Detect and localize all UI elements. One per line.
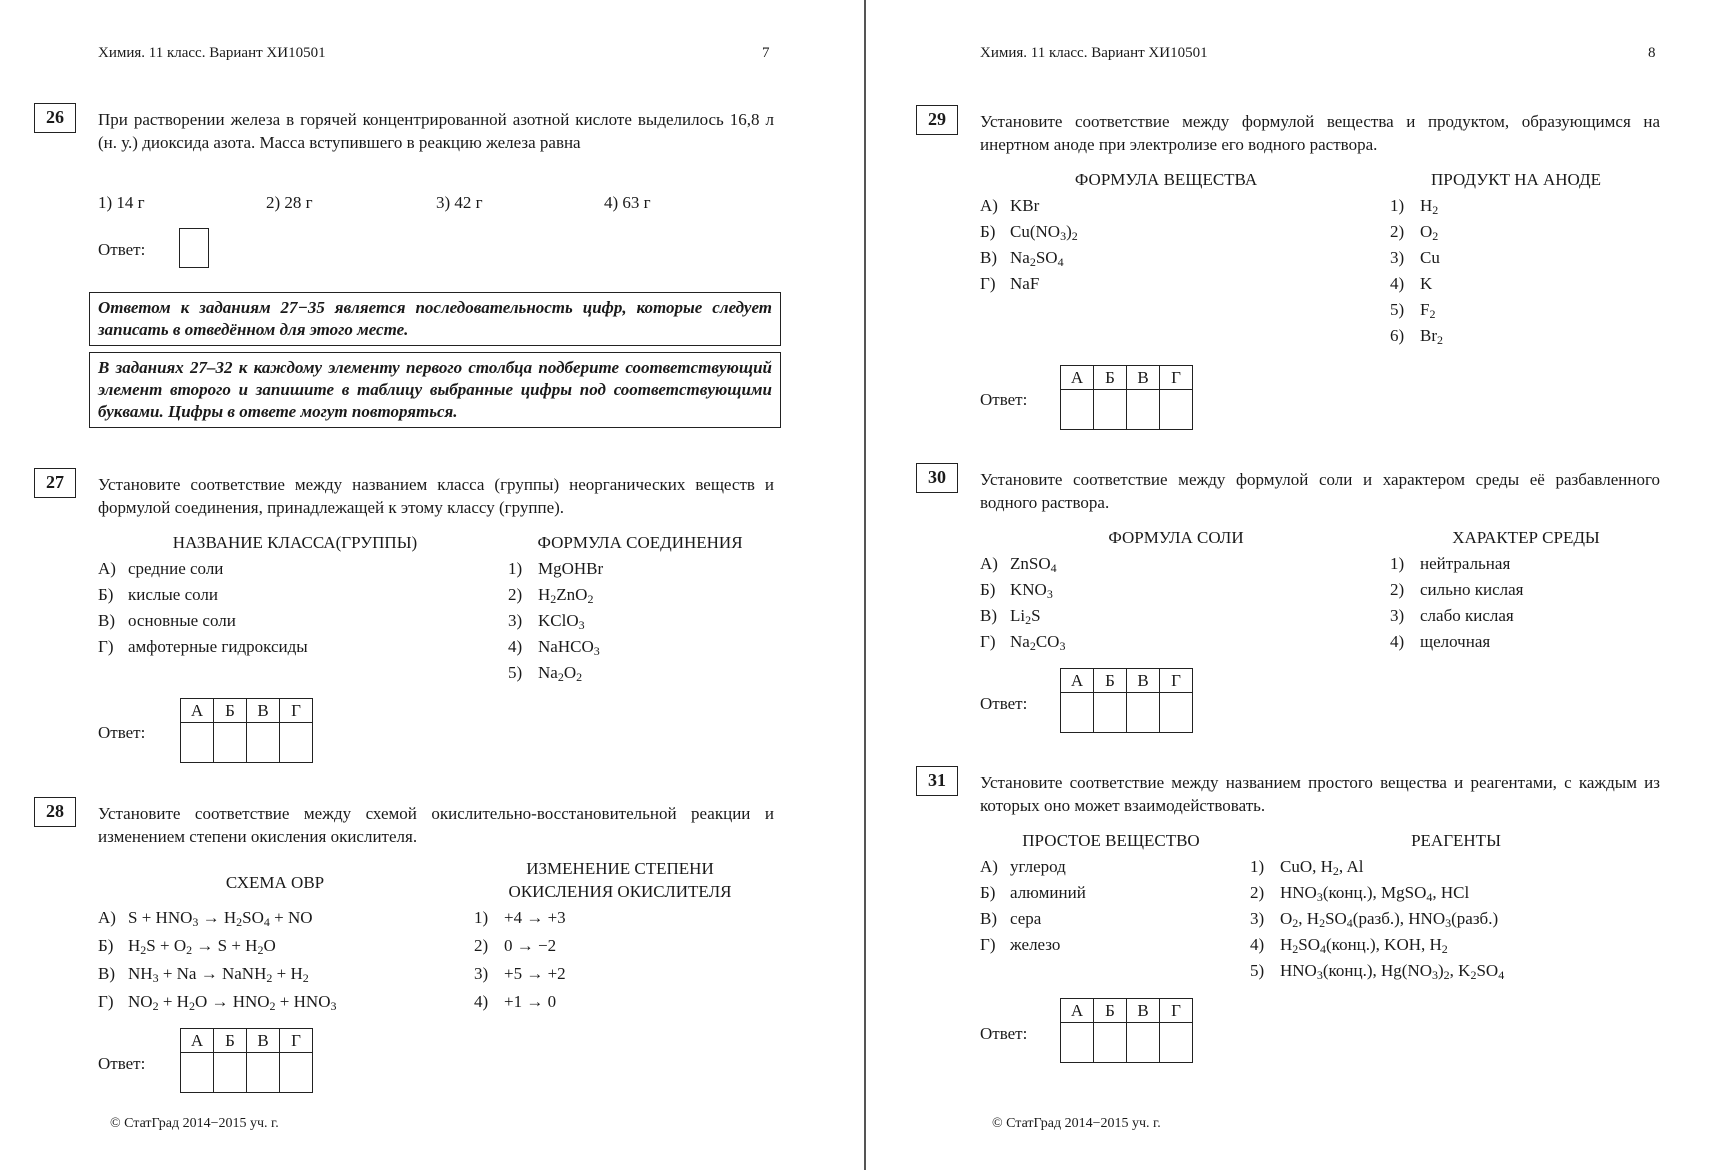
task-28-answer-grid[interactable]: А Б В Г <box>180 1028 313 1093</box>
task-27-answer-grid[interactable]: А Б В Г <box>180 698 313 763</box>
task-26-option-3: 3) 42 г <box>436 193 483 212</box>
task-30-left-item: В) $Li_2S$ <box>980 606 1041 627</box>
task-30-left-item: А) ZnSO$_4$ <box>980 554 1057 575</box>
task-26-answer-box[interactable] <box>179 228 209 268</box>
task-27-left-item: В) основные соли <box>98 611 236 630</box>
task-27-left-item: Г) амфотерные гидроксиды <box>98 637 308 656</box>
task-27-answer-label: Ответ: <box>98 723 146 742</box>
task-29-left-item: А) KBr <box>980 196 1040 215</box>
page-number: 7 <box>762 45 770 61</box>
task-27-left-item: А) средние соли <box>98 559 224 578</box>
page-footer: © СтатГрад 2014−2015 уч. г. <box>110 1116 279 1131</box>
task-31-left-item: В) сера <box>980 909 1042 928</box>
task-29-right-item: 1) $H_2$ <box>1390 196 1439 217</box>
task-26-option-2: 2) 28 г <box>266 193 313 212</box>
task-31-text: Установите соответствие между названием простого вещества и реагентами, с каждым из которых оно может взаимодействовать. <box>980 773 1660 815</box>
task-27-left-item: Б) кислые соли <box>98 585 219 604</box>
page-number: 8 <box>1648 45 1656 61</box>
task-30-left-item: Г) $Na_2CO_3$ <box>980 632 1066 653</box>
task-30-answer-grid[interactable]: А Б В Г <box>1060 668 1193 733</box>
task-31-right-item: 3) $O_2$, $H_2SO_4(разб.)$, $HNO_3(разб.)$ <box>1250 909 1499 930</box>
task-31-right-item: 5) $HNO_3(конц.)$, $Hg(NO_3)_2$, $K_2SO_4$ <box>1250 961 1505 982</box>
task-31-left-item: А) углерод <box>980 857 1066 876</box>
page-footer: © СтатГрад 2014−2015 уч. г. <box>992 1116 1161 1131</box>
task-30-right-item: 2) сильно кислая <box>1390 580 1524 599</box>
task-28-right-item: 1) +4 → +3 <box>474 908 566 927</box>
instruction-box-1: Ответом к заданиям 27−35 является последовательность цифр, которые следует записать в отведённом для этого месте. <box>89 292 781 346</box>
task-30-right-item: 3) слабо кислая <box>1390 606 1514 625</box>
task-31-right-item: 1) CuO, $H_2$, Al <box>1250 857 1364 878</box>
task-number-27: 27 <box>34 468 76 498</box>
task-27-right-item: 4) NaHCO$_3$ <box>508 637 600 658</box>
task-31-left-item: Г) железо <box>980 935 1061 954</box>
task-30-answer-label: Ответ: <box>980 694 1028 713</box>
task-number-28: 28 <box>34 797 76 827</box>
page-header-title: Химия. 11 класс. Вариант ХИ10501 <box>980 45 1208 61</box>
task-31-col2-header: РЕАГЕНТЫ <box>1411 831 1501 850</box>
task-29-text: Установите соответствие между формулой вещества и продуктом, образующимся на инертном аноде при электролизе его водного раствора. <box>980 112 1660 154</box>
task-29-right-item: 4) K <box>1390 274 1433 293</box>
task-number-29: 29 <box>916 105 958 135</box>
task-27-text: Установите соответствие между названием класса (группы) неорганических веществ и формулой соединения, принадлежащей к этому классу (группе). <box>98 475 774 517</box>
task-31-right-item: 4) $H_2SO_4(конц.)$, KOH, $H_2$ <box>1250 935 1448 956</box>
task-31-left-item: Б) алюминий <box>980 883 1086 902</box>
task-27-right-item: 1) MgOHBr <box>508 559 604 578</box>
task-28-left-item: Г) $NO_2 + H_2O \to HNO_2 + HNO_3$ <box>98 992 337 1013</box>
task-number-31: 31 <box>916 766 958 796</box>
task-28-right-item: 2) 0 → −2 <box>474 936 557 955</box>
task-27-right-item: 3) KClO$_3$ <box>508 611 585 632</box>
task-31-col1-header: ПРОСТОЕ ВЕЩЕСТВО <box>1022 831 1200 850</box>
task-29-col2-header: ПРОДУКТ НА АНОДЕ <box>1431 170 1601 189</box>
task-28-text: Установите соответствие между схемой окислительно-восстановительной реакции и изменением степени окисления окислителя. <box>98 804 774 846</box>
task-29-left-item: Б) $Cu(NO_3)_2$ <box>980 222 1078 243</box>
task-29-col1-header: ФОРМУЛА ВЕЩЕСТВА <box>1074 170 1258 189</box>
task-27-col1-header: НАЗВАНИЕ КЛАССА(ГРУППЫ) <box>172 533 418 552</box>
task-26-option-4: 4) 63 г <box>604 193 651 212</box>
task-30-col2-header: ХАРАКТЕР СРЕДЫ <box>1452 528 1600 547</box>
task-29-right-item: 3) Cu <box>1390 248 1440 267</box>
page-header-title: Химия. 11 класс. Вариант ХИ10501 <box>98 45 326 61</box>
instruction-box-2: В заданиях 27–32 к каждому элементу первого столбца подберите соответствующий элемент второго и запишите в таблицу выбранные цифры под соответствующими буквами. Цифры в ответе могут повторяться. <box>89 352 781 428</box>
task-30-right-item: 4) щелочная <box>1390 632 1491 651</box>
task-28-left-item: Б) $H_2S + O_2 \to S + H_2O$ <box>98 936 276 957</box>
right-page <box>876 0 1722 1170</box>
task-31-answer-grid[interactable]: А Б В Г <box>1060 998 1193 1063</box>
task-26-answer-label: Ответ: <box>98 240 146 259</box>
task-29-left-item: В) $Na_2SO_4$ <box>980 248 1064 269</box>
task-26-text: При растворении железа в горячей концентрированной азотной кислоте выделилось 16,8 л (н. у.) диоксида азота. Масса вступившего в реакцию железа равна <box>98 110 774 152</box>
left-page <box>0 0 860 1170</box>
task-28-left-item: В) $NH_3 + Na$ → NaNH$_2$ + $H_2$ <box>98 964 309 985</box>
task-29-answer-label: Ответ: <box>980 390 1028 409</box>
task-28-answer-label: Ответ: <box>98 1054 146 1073</box>
task-26-option-1: 1) 14 г <box>98 193 145 212</box>
task-30-left-item: Б) $KNO_3$ <box>980 580 1053 601</box>
task-29-left-item: Г) NaF <box>980 274 1040 293</box>
page-divider <box>864 0 866 1170</box>
task-30-text: Установите соответствие между формулой соли и характером среды её разбавленного водного раствора. <box>980 470 1660 512</box>
task-number-26: 26 <box>34 103 76 133</box>
task-28-col1-header: СХЕМА ОВР <box>225 873 325 892</box>
task-31-right-item: 2) $HNO_3(конц.)$, MgSO$_4$, HCl <box>1250 883 1470 904</box>
task-29-right-item: 5) $F_2$ <box>1390 300 1436 321</box>
task-31-answer-label: Ответ: <box>980 1024 1028 1043</box>
task-30-col1-header: ФОРМУЛА СОЛИ <box>1108 528 1244 547</box>
task-27-right-item: 5) $Na_2O_2$ <box>508 663 583 684</box>
task-27-right-item: 2) $H_2ZnO_2$ <box>508 585 594 606</box>
task-28-right-item: 3) +5 → +2 <box>474 964 566 983</box>
task-29-right-item: 6) $Br_2$ <box>1390 326 1443 347</box>
task-29-right-item: 2) $O_2$ <box>1390 222 1439 243</box>
task-28-left-item: А) $S + HNO_3 \to H_2SO_4$ + NO <box>98 908 313 929</box>
task-27-col2-header: ФОРМУЛА СОЕДИНЕНИЯ <box>537 533 743 552</box>
task-number-30: 30 <box>916 463 958 493</box>
task-28-col2-header-line1: ИЗМЕНЕНИЕ СТЕПЕНИ <box>526 859 714 878</box>
task-30-right-item: 1) нейтральная <box>1390 554 1511 573</box>
task-28-col2-header-line2: ОКИСЛЕНИЯ ОКИСЛИТЕЛЯ <box>508 882 732 901</box>
task-29-answer-grid[interactable]: А Б В Г <box>1060 365 1193 430</box>
task-28-right-item: 4) +1 → 0 <box>474 992 557 1011</box>
